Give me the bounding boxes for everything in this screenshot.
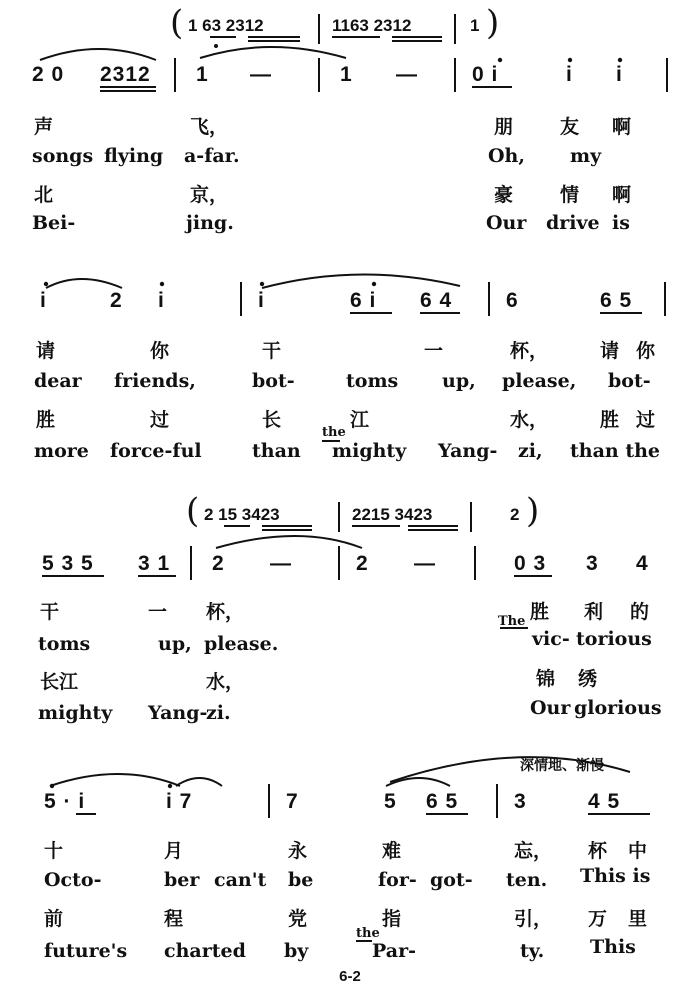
lyric-en: glorious bbox=[574, 697, 662, 719]
lyric-en: please. bbox=[204, 633, 279, 655]
lyric-en: be bbox=[288, 869, 314, 891]
note-group: 3 1 bbox=[138, 552, 171, 575]
lyric-zh: 中 bbox=[628, 840, 648, 862]
dot bbox=[618, 58, 622, 62]
lyric-zh: 干 bbox=[262, 340, 282, 362]
interlude-close-paren: ) bbox=[486, 3, 500, 43]
lyric-en: mighty bbox=[38, 702, 113, 724]
page-number: 6-2 bbox=[339, 968, 361, 985]
lyric-en: Yang- bbox=[148, 702, 208, 724]
lyric-zh: 引， bbox=[514, 908, 553, 930]
lyric-en: Bei- bbox=[32, 212, 76, 234]
note: i bbox=[566, 63, 573, 86]
lyric-en: by bbox=[284, 940, 309, 962]
interlude-group: 1 bbox=[470, 16, 480, 35]
note: 3 bbox=[514, 790, 527, 813]
note-group: 6 5 bbox=[600, 289, 633, 312]
slur bbox=[46, 279, 122, 288]
lyric-zh: 朋 bbox=[494, 116, 514, 138]
dash: — bbox=[414, 552, 436, 575]
lyric-zh: 里 bbox=[628, 908, 648, 930]
note-group: 5 3 5 bbox=[42, 552, 94, 575]
lyric-en: my bbox=[570, 145, 602, 167]
interlude-group: 1163 2312 bbox=[332, 16, 412, 35]
lyric-en: zi, bbox=[518, 440, 543, 462]
note: 7 bbox=[286, 790, 299, 813]
lyric-en: jing. bbox=[186, 212, 234, 234]
dash: — bbox=[250, 63, 272, 86]
lyric-zh: 飞， bbox=[190, 116, 229, 138]
lyric-zh: 你 bbox=[636, 340, 656, 362]
lyric-en: This bbox=[590, 936, 636, 958]
lyric-zh: 一 bbox=[148, 601, 168, 623]
lyric-en: future's bbox=[44, 940, 128, 962]
dot bbox=[44, 282, 48, 286]
lyric-zh: 水， bbox=[206, 671, 245, 693]
lyric-en: bot- bbox=[608, 370, 651, 392]
note-group: 0 i bbox=[472, 63, 499, 86]
note: 5 bbox=[384, 790, 397, 813]
lyric-en: drive bbox=[546, 212, 600, 234]
lyric-zh: 长江 bbox=[40, 671, 79, 693]
lyric-en: Par- bbox=[372, 940, 416, 962]
lyric-en: songs bbox=[32, 145, 94, 167]
dot bbox=[568, 58, 572, 62]
note-group: 6 i bbox=[350, 289, 377, 312]
slur bbox=[216, 536, 362, 548]
lyric-zh: 锦 bbox=[536, 668, 556, 690]
lyric-zh: 过 bbox=[150, 409, 170, 431]
lyric-zh: 程 bbox=[164, 908, 184, 930]
lyric-en: charted bbox=[164, 940, 246, 962]
lyric-en: torious bbox=[576, 628, 652, 650]
lyric-en: mighty bbox=[332, 440, 407, 462]
note: i bbox=[616, 63, 623, 86]
lyric-zh: 杯 bbox=[588, 840, 608, 862]
note-group: 6 4 bbox=[420, 289, 453, 312]
lyric-zh: 北 bbox=[34, 184, 54, 206]
note: 2 0 bbox=[32, 63, 65, 86]
lyric-en: zi. bbox=[206, 702, 231, 724]
note: 2 bbox=[356, 552, 369, 575]
lyric-zh: 啊 bbox=[612, 184, 632, 206]
note: 2 bbox=[212, 552, 225, 575]
note-group: 0 3 bbox=[514, 552, 547, 575]
lyric-en: This is bbox=[580, 865, 651, 887]
lyric-en: Oh, bbox=[488, 145, 525, 167]
lyric-en: ber bbox=[164, 869, 200, 891]
lyric-en: toms bbox=[346, 370, 399, 392]
lyric-zh: 友 bbox=[560, 116, 580, 138]
interlude-group: 2 bbox=[510, 505, 520, 524]
lyric-zh: 水， bbox=[510, 409, 549, 431]
lyric-en: than bbox=[252, 440, 301, 462]
lyric-zh: 江 bbox=[350, 409, 370, 431]
lyric-zh: 杯， bbox=[206, 601, 245, 623]
lyric-en: can't bbox=[214, 869, 267, 891]
dot bbox=[160, 282, 164, 286]
lyric-en-article: the bbox=[322, 425, 346, 440]
lyric-zh: 胜 bbox=[530, 601, 550, 623]
lyric-zh: 利 bbox=[584, 601, 604, 623]
note: i bbox=[258, 289, 265, 312]
interlude-close-paren: ) bbox=[526, 491, 540, 531]
lyric-zh: 的 bbox=[630, 601, 650, 623]
lyric-en: vic- bbox=[532, 628, 570, 650]
lyric-en: bot- bbox=[252, 370, 295, 392]
lyric-en: flying bbox=[104, 145, 164, 167]
lyric-zh: 京， bbox=[190, 184, 229, 206]
lyric-en: Yang- bbox=[438, 440, 498, 462]
lyric-zh: 豪 bbox=[494, 184, 514, 206]
note-group: 6 5 bbox=[426, 790, 459, 813]
slur bbox=[40, 49, 156, 60]
lyric-en: up, bbox=[442, 370, 476, 392]
slur bbox=[200, 47, 346, 58]
interlude-group: 2 15 3423 bbox=[204, 505, 280, 524]
lyric-en-article: The bbox=[498, 614, 526, 629]
lyric-en: up, bbox=[158, 633, 192, 655]
note: 1 bbox=[196, 63, 209, 86]
lyric-zh: 万 bbox=[588, 908, 608, 930]
note: 3 bbox=[586, 552, 599, 575]
lyric-zh: 声 bbox=[34, 116, 54, 138]
dot bbox=[372, 282, 376, 286]
lyric-zh: 长 bbox=[262, 409, 282, 431]
lyric-zh: 胜 bbox=[36, 409, 56, 431]
note: i bbox=[158, 289, 165, 312]
lyric-en: Octo- bbox=[44, 869, 102, 891]
note: 1 bbox=[340, 63, 353, 86]
lyric-zh: 党 bbox=[288, 908, 308, 930]
note-group: i 7 bbox=[166, 790, 193, 813]
lyric-en: toms bbox=[38, 633, 91, 655]
lyric-zh: 指 bbox=[382, 908, 402, 930]
interlude-group: 1 63 2312 bbox=[188, 16, 264, 35]
interlude-open-paren: ( bbox=[170, 3, 184, 43]
note: i bbox=[40, 289, 47, 312]
dot bbox=[214, 44, 218, 48]
dot bbox=[498, 58, 502, 62]
lyric-en: ty. bbox=[520, 940, 545, 962]
lyric-zh: 过 bbox=[636, 409, 656, 431]
lyric-en: force-ful bbox=[110, 440, 202, 462]
note: 2 bbox=[110, 289, 123, 312]
slur bbox=[176, 778, 222, 786]
dash: — bbox=[396, 63, 418, 86]
lyric-en: is bbox=[612, 212, 630, 234]
lyric-zh: 月 bbox=[164, 840, 184, 862]
lyric-zh: 请 bbox=[600, 340, 620, 362]
lyric-en: for- bbox=[378, 869, 417, 891]
lyric-zh: 你 bbox=[150, 340, 170, 362]
lyric-en: friends, bbox=[114, 370, 196, 392]
dash: — bbox=[270, 552, 292, 575]
dot bbox=[50, 784, 54, 788]
lyric-zh: 情 bbox=[560, 184, 580, 206]
lyric-en-article: the bbox=[356, 926, 380, 941]
lyric-zh: 十 bbox=[44, 840, 64, 862]
slur bbox=[50, 774, 180, 786]
note: 4 bbox=[636, 552, 649, 575]
lyric-zh: 忘， bbox=[514, 840, 553, 862]
lyric-zh: 前 bbox=[44, 908, 64, 930]
lyric-en: than the bbox=[570, 440, 661, 462]
lyric-en: more bbox=[34, 440, 89, 462]
interlude-open-paren: ( bbox=[186, 491, 200, 531]
lyric-en: got- bbox=[430, 869, 473, 891]
tempo-marking: 深情地、渐慢 bbox=[520, 758, 604, 774]
lyric-zh: 难 bbox=[382, 840, 402, 862]
note: 6 bbox=[506, 289, 519, 312]
lyric-zh: 绣 bbox=[578, 668, 598, 690]
dot bbox=[260, 282, 264, 286]
lyric-en: Our bbox=[486, 212, 527, 234]
lyric-en: dear bbox=[34, 370, 82, 392]
lyric-en: Our bbox=[530, 697, 571, 719]
note-group: 5 · i bbox=[44, 790, 86, 813]
interlude-group: 2215 3423 bbox=[352, 505, 433, 524]
dot bbox=[168, 784, 172, 788]
lyric-zh: 胜 bbox=[600, 409, 620, 431]
lyric-en: ten. bbox=[506, 869, 548, 891]
lyric-zh: 杯， bbox=[510, 340, 549, 362]
note-group: 4 5 bbox=[588, 790, 621, 813]
lyric-zh: 永 bbox=[288, 840, 308, 862]
slur bbox=[262, 274, 460, 288]
note-group: 2312 bbox=[100, 63, 151, 86]
lyric-en: please, bbox=[502, 370, 577, 392]
lyric-zh: 干 bbox=[40, 601, 60, 623]
lyric-zh: 请 bbox=[36, 340, 56, 362]
lyric-zh: 啊 bbox=[612, 116, 632, 138]
lyric-en: a-far. bbox=[184, 145, 240, 167]
lyric-zh: 一 bbox=[424, 340, 444, 362]
